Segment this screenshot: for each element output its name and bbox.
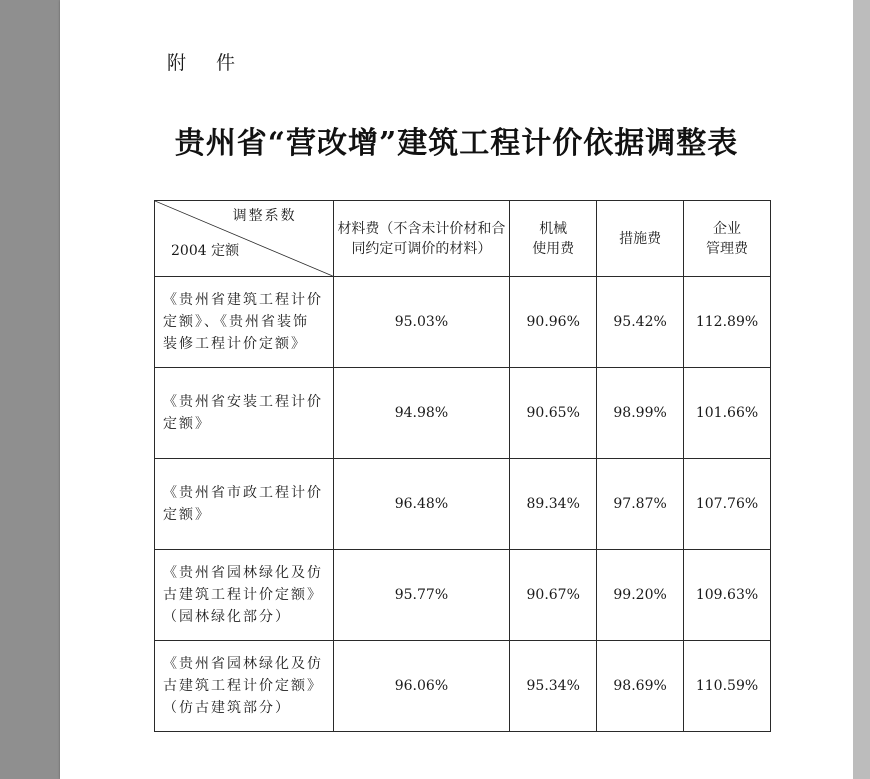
machine-value: 90.65%	[510, 368, 597, 459]
material-value: 96.48%	[333, 459, 510, 550]
table-row	[155, 277, 771, 368]
machine-value: 90.96%	[510, 277, 597, 368]
table-row	[155, 368, 771, 459]
column-header-measure: 措施费	[597, 201, 684, 277]
measure-value: 95.42%	[597, 277, 684, 368]
row-label: 《贵州省园林绿化及仿古建筑工程计价定额》（园林绿化部分）	[155, 550, 334, 641]
document-title: 贵州省“营改增”建筑工程计价依据调整表	[174, 126, 739, 161]
adjustment-table	[154, 200, 771, 732]
measure-value: 97.87%	[597, 459, 684, 550]
machine-value: 95.34%	[510, 641, 597, 732]
management-value: 109.63%	[684, 550, 771, 641]
attachment-label: 附 件	[167, 52, 248, 74]
column-header-management: 企业 管理费	[684, 201, 771, 277]
machine-value: 89.34%	[510, 459, 597, 550]
management-value: 107.76%	[684, 459, 771, 550]
row-label: 《贵州省市政工程计价定额》	[155, 459, 334, 550]
corner-header-cell	[155, 201, 334, 277]
column-header-machine: 机械 使用费	[510, 201, 597, 277]
machine-value: 90.67%	[510, 550, 597, 641]
management-value: 112.89%	[684, 277, 771, 368]
table-row	[155, 459, 771, 550]
row-label: 《贵州省建筑工程计价定额》、《贵州省装饰装修工程计价定额》	[155, 277, 334, 368]
table-row	[155, 641, 771, 732]
material-value: 94.98%	[333, 368, 510, 459]
material-value: 96.06%	[333, 641, 510, 732]
table-row	[155, 550, 771, 641]
management-value: 101.66%	[684, 368, 771, 459]
row-label: 《贵州省园林绿化及仿古建筑工程计价定额》（仿古建筑部分）	[155, 641, 334, 732]
measure-value: 99.20%	[597, 550, 684, 641]
measure-value: 98.99%	[597, 368, 684, 459]
row-label: 《贵州省安装工程计价定额》	[155, 368, 334, 459]
corner-top-label: 调整系数	[232, 208, 297, 224]
material-value: 95.03%	[333, 277, 510, 368]
management-value: 110.59%	[684, 641, 771, 732]
corner-bottom-label: 2004 定额	[171, 243, 240, 259]
material-value: 95.77%	[333, 550, 510, 641]
document-page	[60, 0, 853, 779]
viewer-right-gutter	[853, 0, 870, 779]
column-header-material: 材料费（不含未计价材和合同约定可调价的材料）	[333, 201, 510, 277]
measure-value: 98.69%	[597, 641, 684, 732]
table-header-row	[155, 201, 771, 277]
